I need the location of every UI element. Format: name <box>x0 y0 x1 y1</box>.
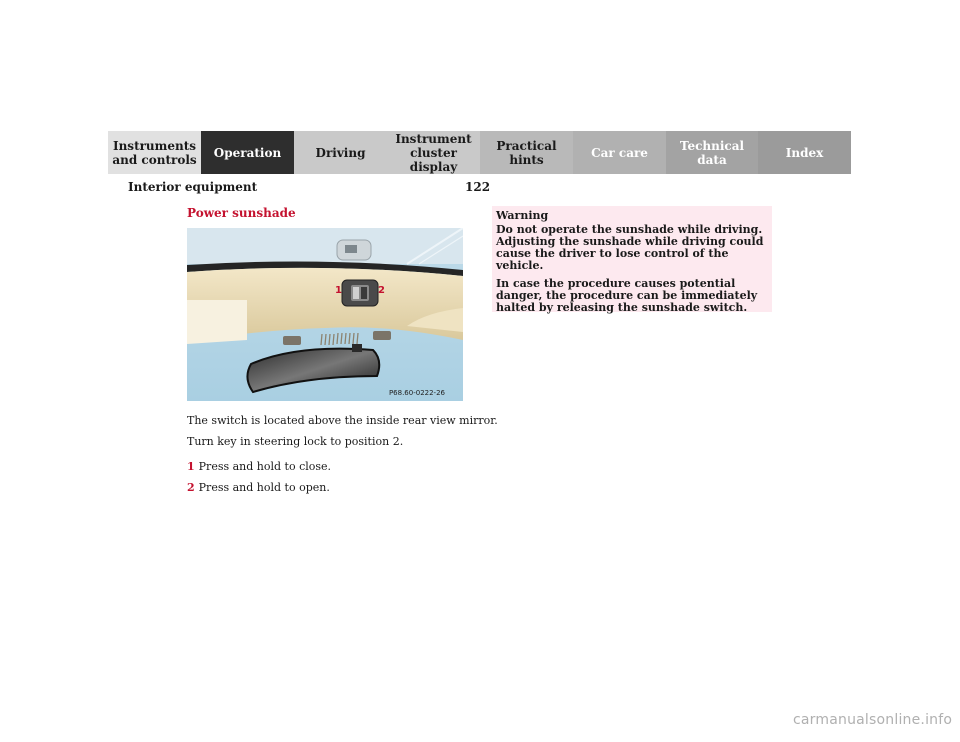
callout-2: 2 <box>378 285 385 296</box>
tab-driving[interactable]: Driving <box>294 131 387 174</box>
watermark: carmanualsonline.info <box>793 712 953 728</box>
sunshade-switch-illustration <box>187 228 463 401</box>
warning-text-2: In case the procedure causes potential danger, the procedure can be immediately halted by releasing the sunshade switch. <box>496 277 758 314</box>
section-title: Interior equipment <box>128 180 258 194</box>
tab-technical-data[interactable]: Technical data <box>666 131 758 174</box>
tab-operation[interactable]: Operation <box>201 131 294 174</box>
figure-code: P68.60-0222-26 <box>388 389 445 397</box>
step-text: Press and hold to close. <box>198 460 332 473</box>
interior-roof-illustration <box>187 228 463 401</box>
location-text: The switch is located above the inside rear view mirror. <box>187 414 498 427</box>
step-number: 1 <box>187 460 195 473</box>
tab-index[interactable]: Index <box>758 131 851 174</box>
section-heading: Power sunshade <box>187 206 296 220</box>
callout-1: 1 <box>335 285 342 296</box>
warning-box <box>492 206 772 312</box>
step-number: 2 <box>187 481 195 494</box>
tab-car-care[interactable]: Car care <box>573 131 666 174</box>
key-position-text: Turn key in steering lock to position 2. <box>187 435 404 448</box>
step-1 <box>187 460 331 474</box>
step-2 <box>187 481 330 495</box>
warning-title: Warning <box>496 209 549 222</box>
warning-text-1: Do not operate the sunshade while driving. Adjusting the sunshade while driving could cause the driver to lose control of the vehicle. <box>496 223 764 272</box>
tab-practical-hints[interactable]: Practical hints <box>480 131 573 174</box>
chapter-nav <box>108 131 851 174</box>
page-number: 122 <box>465 180 491 194</box>
tab-instruments-and-controls[interactable]: Instruments and controls <box>108 131 201 174</box>
step-text: Press and hold to open. <box>198 481 330 494</box>
tab-instrument-cluster-display[interactable]: Instrument cluster display <box>387 131 480 174</box>
